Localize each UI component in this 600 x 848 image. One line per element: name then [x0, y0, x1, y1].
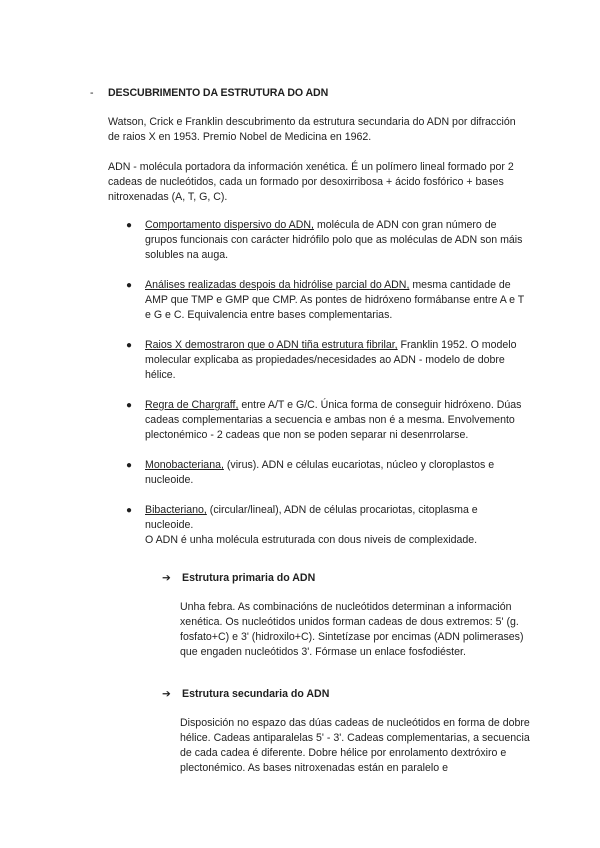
bullet-text: Franklin 1952. O modelo molecular explicaba as propiedades/necesidades ao ADN - modelo de dobre hélice. [145, 339, 517, 381]
heading-title: DESCUBRIMENTO DA ESTRUTURA DO ADN [108, 87, 329, 99]
bullet-underlined: Monobacteriana, [145, 459, 224, 471]
bullet-item [108, 338, 528, 383]
bullet-dot-icon: ● [126, 400, 133, 411]
bullet-item [108, 218, 528, 263]
bullet-text: entre A/T e G/C. Única forma de conseguir hidróxeno. Dúas cadeas complementarias a secuencia e ambas non é a mesma. Envolvemento plectonémico - 2 cadeas que non se poden separar ni desenrrolarse. [145, 399, 522, 441]
bullet-item [108, 503, 528, 548]
bullet-extra-text: O ADN é unha molécula estruturada con dous niveis de complexidade. [145, 534, 478, 546]
heading-marker: - [90, 87, 94, 99]
bullet-dot-icon: ● [126, 280, 133, 291]
bullet-text: mesma cantidade de AMP que TMP e GMP que CMP. As pontes de hidróxeno formábanse entre A e T e G e C. Equivalencia entre bases complementarias. [145, 279, 525, 321]
intro-paragraph-2: ADN - molécula portadora da información xenética. É un polímero lineal formado por 2 cadeas de nucleótidos, cada un formado por desoxirribosa + ácido fosfórico + bases nitroxenadas (A, T, G, C). [108, 161, 514, 203]
bullet-item [108, 278, 528, 323]
bullet-dot-icon: ● [126, 220, 133, 231]
arrow-right-icon: ➔ [162, 572, 171, 584]
bullet-underlined: Bibacteriano, [145, 504, 207, 516]
arrow-right-icon: ➔ [162, 688, 171, 700]
bullet-item [108, 458, 528, 488]
bullet-dot-icon: ● [126, 340, 133, 351]
bullet-underlined: Análises realizadas despois da hidrólise parcial do ADN, [145, 279, 410, 291]
subsection-title: Estrutura secundaria do ADN [182, 688, 330, 700]
bullet-list [108, 218, 528, 563]
bullet-text: (virus). ADN e células eucariotas, núcleo y cloroplastos e nucleoide. [145, 459, 495, 486]
subsection-text: Unha febra. As combinacións de nucleótidos determinan a información xenética. Os nucleótidos unidos forman cadeas de dous extremos: 5' (g. fosfato+C) e 3' (hidroxilo+C). Sintetízase por encimas (ADN polimerases) que engaden nucleótidos 3'. Fórmase un enlace fosfodiéster. [180, 601, 524, 658]
bullet-dot-icon: ● [126, 505, 133, 516]
bullet-text: (circular/lineal), ADN de células procariotas, citoplasma e nucleoide. [145, 504, 478, 531]
bullet-underlined: Comportamento dispersivo do ADN, [145, 219, 314, 231]
bullet-underlined: Regra de Chargraff, [145, 399, 239, 411]
bullet-dot-icon: ● [126, 460, 133, 471]
intro-paragraph-1: Watson, Crick e Franklin descubrimento da estrutura secundaria do ADN por difracción de raios X en 1953. Premio Nobel de Medicina en 1962. [108, 116, 516, 143]
bullet-item [108, 398, 528, 443]
bullet-underlined: Raios X demostraron que o ADN tiña estrutura fibrilar, [145, 339, 398, 351]
subsection-text: Disposición no espazo das dúas cadeas de nucleótidos en forma de dobre hélice. Cadeas antiparalelas 5' - 3'. Cadeas complementarias, a secuencia de cada cadea é diferente. Dobre hélice por enrolamento dextróxiro e plectonémico. As bases nitroxenadas están en paralelo e [180, 717, 530, 774]
subsection-title: Estrutura primaria do ADN [182, 572, 316, 584]
bullet-text: molécula de ADN con gran número de grupos funcionais con carácter hidrófilo polo que as moléculas de ADN son máis solubles na auga. [145, 219, 523, 261]
